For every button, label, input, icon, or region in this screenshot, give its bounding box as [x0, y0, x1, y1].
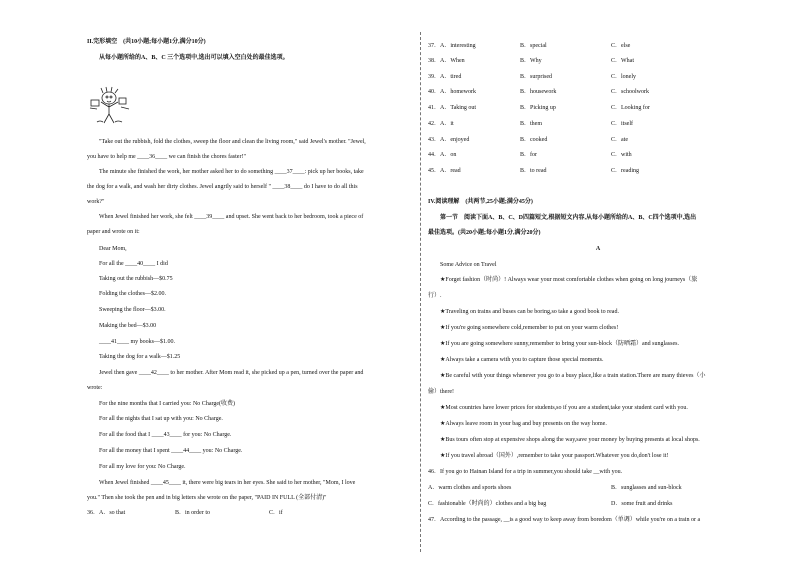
q44-option-a: 44．A．on: [428, 152, 457, 158]
q43-option-b: B．cooked: [520, 137, 548, 143]
story-line-7: paper and wrote on it:: [87, 229, 140, 235]
q41-option-b: B．Picking up: [520, 105, 556, 111]
q41-option-c: C．Looking for: [611, 105, 650, 111]
q45-option-a: 45．A．read: [428, 168, 461, 174]
letter-line-2: Taking out the rubbish—$0.75: [99, 276, 173, 282]
reading-instruction-1: 第一节 阅读下面A、B、C、D四篇短文,根据短文内容,从每小题所给的A、B、C四个选项中,选出: [440, 215, 697, 221]
tip-5: ★Always take a camera with you to capture those special moments.: [440, 357, 604, 363]
q45-option-b: B．to read: [520, 168, 547, 174]
tip-6: ★Be careful with your things whenever you go to a busy place,like a train station.There are many thieves（小: [440, 373, 706, 379]
q42-option-a: 42．A．it: [428, 121, 454, 127]
q39-option-b: B．surprised: [520, 74, 552, 80]
q46-option-a: A．warm clothes and sports shoes: [428, 485, 512, 491]
reply-line-5: For all my love for you: No Charge.: [99, 464, 186, 470]
letter-line-5: Making the bed—$3.00: [99, 323, 157, 329]
q40-option-b: B．housework: [520, 89, 557, 95]
tip-10: ★If you travel abroad（国外）,remember to take your passport.Whatever you do,don't lose it!: [440, 453, 669, 459]
q45-option-c: C．reading: [611, 168, 639, 174]
letter-line-7: Taking the dog for a walk—$1.25: [99, 354, 181, 360]
letter-line-3: Folding the clothes—$2.00.: [99, 291, 166, 297]
q46-option-b: B．sunglasses and sun-block: [611, 485, 682, 491]
passage-letter: A: [595, 246, 601, 252]
tip-3: ★If you're going somewhere cold,remember to put on your warm clothes!: [440, 325, 619, 331]
tip-2: ★Traveling on trains and buses can be boring,so take a good book to read.: [440, 309, 619, 315]
section-title-cloze: II.完形填空 (共10小题;每小题1分,满分10分): [87, 39, 206, 45]
letter-line-6: ____41____ my books—$1.00.: [99, 339, 176, 345]
letter-line-4: Sweeping the floor—$3.00.: [99, 307, 166, 313]
reply-line-3: For all the food that I ____43____ for you: No Charge.: [99, 432, 232, 438]
q40-option-a: 40．A．homework: [428, 89, 476, 95]
reply-line-1: For the nine months that I carried you: No Charge(收费): [99, 401, 236, 407]
tip-4: ★If you are going somewhere sunny,remember to bring your sun-block（防晒霜）and sunglasses.: [440, 341, 679, 347]
column-divider: [420, 32, 421, 552]
reading-instruction-2: 最佳选项。(共20小题;每小题1分,满分20分): [428, 230, 541, 236]
q44-option-c: C．with: [611, 152, 632, 158]
tip-8: ★Always leave room in your bag and buy presents on the way home.: [440, 421, 607, 427]
q37-option-c: C．else: [611, 43, 631, 49]
cartoon-illustration: [87, 78, 133, 126]
letter-line-1: For all the ____40____ I did: [99, 261, 168, 267]
q39-option-a: 39．A．tired: [428, 74, 462, 80]
q36-option-b: B．in order to: [175, 510, 210, 516]
q38-option-c: C．What: [611, 58, 634, 64]
letter-greeting: Dear Mom,: [99, 246, 127, 252]
cloze-instruction: 从每小题所给的A、B、C 三个选项中,选出可以填入空白处的最佳选项。: [99, 55, 289, 61]
question-46: 46．If you go to Hainan Island for a trip in summer,you should take __with you.: [428, 469, 623, 475]
q42-option-b: B．them: [520, 121, 542, 127]
q37-option-b: B．special: [520, 43, 547, 49]
q44-option-b: B．for: [520, 152, 537, 158]
reply-line-2: For all the nights that I sat up with you: No Charge.: [99, 416, 223, 422]
tip-1: ★Forget fashion（时尚）! Always wear your most comfortable clothes when going on long journeys（旅: [440, 277, 698, 283]
story-line-2: you have to help me ____36____ we can finish the chores faster!": [87, 154, 246, 160]
q38-option-b: B．Why: [520, 58, 542, 64]
story-line-6: When Jewel finished her work, she felt ____39____ and upset. She went back to her bedroom, took a piece of: [99, 214, 364, 220]
q37-option-a: 37．A．interesting: [428, 43, 476, 49]
tip-7: ★Most countries have lower prices for students,so if you are a student,take your student card with you.: [440, 405, 688, 411]
q36-option-a: 36．A．so that: [87, 510, 126, 516]
story-line-8: Jewel then gave ____42____ to her mother. After Mom read it, she picked up a pen, turned over the paper and: [99, 370, 364, 376]
q42-option-c: C．itself: [611, 121, 633, 127]
reply-line-4: For all the money that I spent ____44____ you: No Charge.: [99, 448, 243, 454]
tip-1-cont: 行）.: [428, 293, 442, 299]
q43-option-c: C．ate: [611, 137, 628, 143]
tip-6-cont: 偷）there!: [428, 389, 454, 395]
story-line-11: you." Then she took the pen and in big letters she wrote on the paper, "PAID IN FULL (全部付清)": [87, 495, 327, 501]
q46-option-d: D．some fruit and drinks: [611, 501, 673, 507]
q38-option-a: 38．A．When: [428, 58, 465, 64]
story-line-4: the dog for a walk, and wash her dirty clothes. Jewel angrily said to herself " ____38____ do I have to do all this: [87, 184, 358, 190]
question-47: 47．According to the passage, __is a good way to keep away from boredom（单调）while you're on a train or a: [428, 517, 701, 523]
tip-9: ★Bus tours often stop at expensive shops along the way,save your money by buying presents at local shops.: [440, 437, 700, 443]
q40-option-c: C．schoolwork: [611, 89, 649, 95]
story-line-5: work?": [87, 199, 105, 205]
q36-option-c: C．if: [269, 510, 283, 516]
story-line-1: "Take out the rubbish, fold the clothes, sweep the floor and clean the living room," said Jewel's mother. "Jewel,: [99, 139, 366, 145]
q39-option-c: C．lonely: [611, 74, 636, 80]
q43-option-a: 43．A．enjoyed: [428, 137, 470, 143]
q41-option-a: 41．A．Taking out: [428, 105, 477, 111]
section-title-reading: IV.阅读理解 (共两节,25小题;满分45分): [428, 199, 533, 205]
story-line-9: wrote:: [87, 385, 103, 391]
story-line-10: When Jewel finished ____45____ it, there were big tears in her eyes. She said to her mother, "Mom, I love: [99, 480, 356, 486]
passage-title: Some Advice on Travel: [440, 262, 497, 268]
q46-option-c: C．fashionable（时尚的）clothes and a big bag: [428, 501, 547, 507]
story-line-3: The minute she finished the work, her mother asked her to do something ____37____: pick up her books, take: [99, 169, 364, 175]
